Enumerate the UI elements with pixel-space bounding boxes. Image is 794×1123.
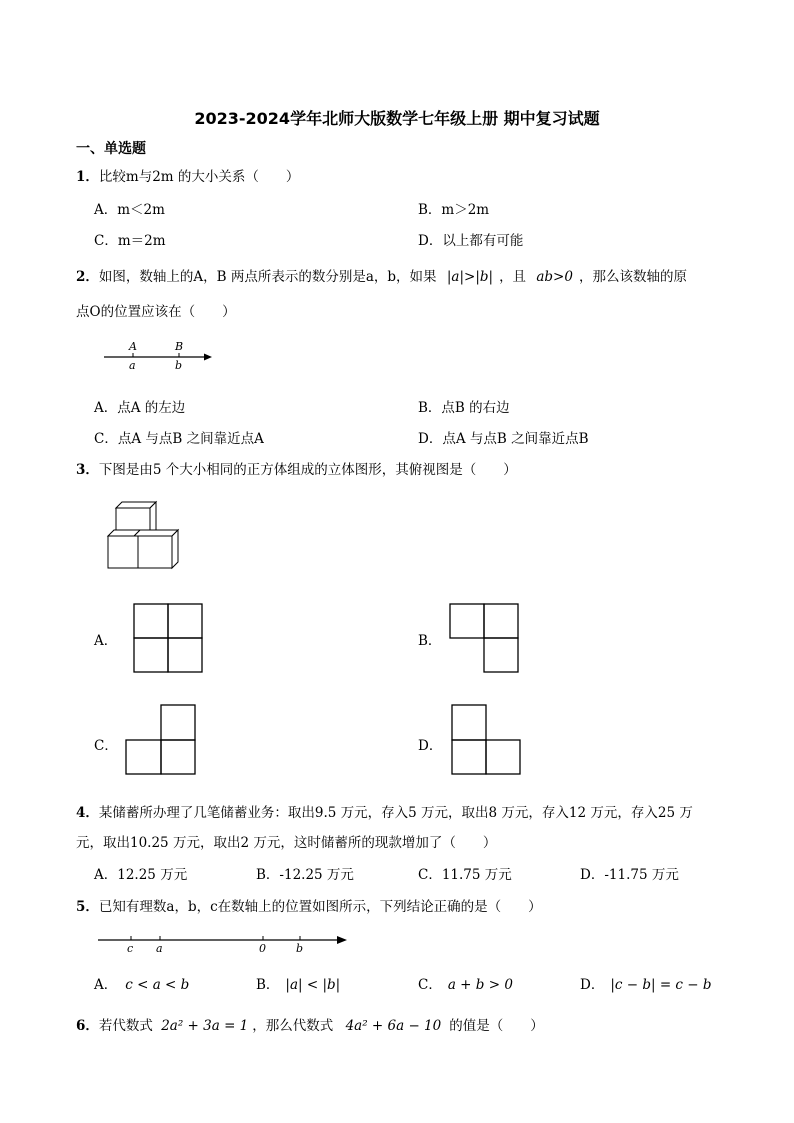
q5-option-a[interactable] xyxy=(94,973,189,993)
label-c: c xyxy=(127,942,134,955)
question-4 xyxy=(76,801,693,821)
question-number: 3． xyxy=(76,462,99,478)
question-number: 6． xyxy=(76,1018,99,1034)
q2-option-b[interactable]: B．点B 的右边 xyxy=(418,400,510,416)
cube-solid-figure xyxy=(104,498,184,572)
label-B: B xyxy=(175,340,184,353)
q4-option-a[interactable]: A．12.25 万元 xyxy=(94,867,188,883)
question-text: 下图是由5 个大小相同的正方体组成的立体图形，其俯视图是（ ） xyxy=(98,462,517,478)
q2-option-d[interactable]: D．点A 与点B 之间靠近点B xyxy=(418,431,589,447)
label-b: b xyxy=(296,942,304,955)
question-text: 若代数式 xyxy=(98,1018,153,1034)
option-expression: |a| < |b| xyxy=(285,977,341,993)
question-number: 1． xyxy=(76,169,99,185)
question-text: 比较m与2m 的大小关系（ ） xyxy=(98,169,300,185)
q3-option-a[interactable]: A． xyxy=(94,633,118,649)
label-origin: 0 xyxy=(259,942,266,955)
expression-2: 4a² + 6a − 10 xyxy=(345,1018,442,1034)
question-number: 5． xyxy=(76,899,99,915)
q2-number-line xyxy=(100,338,220,374)
question-4-line2: 元，取出10.25 万元，取出2 万元，这时储蓄所的现款增加了（ ） xyxy=(76,835,497,851)
q4-option-d[interactable]: D．-11.75 万元 xyxy=(580,867,679,883)
question-text: 已知有理数a，b，c在数轴上的位置如图所示，下列结论正确的是（ ） xyxy=(98,899,542,915)
q5-option-d[interactable] xyxy=(580,973,712,993)
question-3 xyxy=(76,458,517,478)
option-letter: C． xyxy=(418,977,442,993)
q2-option-c[interactable]: C．点A 与点B 之间靠近点A xyxy=(94,431,264,447)
question-text: ，那么代数式 xyxy=(252,1018,334,1034)
question-1 xyxy=(76,165,299,185)
question-text: ，且 xyxy=(499,269,527,285)
q5-number-line xyxy=(96,928,352,956)
option-letter: A． xyxy=(94,977,118,993)
option-d-grid-icon[interactable] xyxy=(451,704,523,776)
q3-option-b[interactable]: B． xyxy=(418,633,442,649)
question-number: 4． xyxy=(76,805,99,821)
section-heading: 一、单选题 xyxy=(76,141,146,157)
question-2 xyxy=(76,265,687,285)
question-number: 2． xyxy=(76,269,99,285)
condition-abs: |a|>|b| xyxy=(446,269,494,285)
q3-option-d[interactable]: D． xyxy=(418,738,443,754)
option-expression: a + b > 0 xyxy=(447,977,513,993)
q1-option-c[interactable]: C．m＝2m xyxy=(94,233,166,249)
q4-option-c[interactable]: C．11.75 万元 xyxy=(418,867,512,883)
label-a: a xyxy=(156,942,163,955)
label-a: a xyxy=(129,359,136,372)
condition-product: ab>0 xyxy=(536,269,573,285)
question-6 xyxy=(76,1014,544,1034)
q5-option-b[interactable] xyxy=(256,973,340,993)
question-2-line2: 点O的位置应该在（ ） xyxy=(76,304,236,320)
label-A: A xyxy=(129,340,137,353)
label-b: b xyxy=(175,359,183,372)
q1-option-d[interactable]: D．以上都有可能 xyxy=(418,233,524,249)
q1-option-b[interactable]: B．m＞2m xyxy=(418,202,490,218)
option-letter: D． xyxy=(580,977,605,993)
page-title: 2023-2024学年北师大版数学七年级上册 期中复习试题 xyxy=(194,109,600,128)
option-letter: B． xyxy=(256,977,280,993)
q3-option-c[interactable]: C． xyxy=(94,738,118,754)
option-c-grid-icon[interactable] xyxy=(125,704,197,776)
q5-option-c[interactable] xyxy=(418,973,513,993)
question-text: 如图，数轴上的A，B 两点所表示的数分别是a，b，如果 xyxy=(98,269,437,285)
q1-option-a[interactable]: A．m＜2m xyxy=(94,202,165,218)
question-text: 的值是（ ） xyxy=(449,1018,544,1034)
question-text: ，那么该数轴的原 xyxy=(578,269,687,285)
expression-1: 2a² + 3a = 1 xyxy=(161,1018,249,1034)
question-5 xyxy=(76,895,542,915)
option-b-grid-icon[interactable] xyxy=(449,603,521,673)
option-expression: |c − b| = c − b xyxy=(610,977,712,993)
question-text: 某储蓄所办理了几笔储蓄业务：取出9.5 万元，存入5 万元，取出8 万元，存入12 万元，存入25 万 xyxy=(98,805,693,821)
option-expression: c < a < b xyxy=(125,977,190,993)
option-a-grid-icon[interactable] xyxy=(133,603,205,673)
q4-option-b[interactable]: B．-12.25 万元 xyxy=(256,867,354,883)
q2-option-a[interactable]: A．点A 的左边 xyxy=(94,400,186,416)
